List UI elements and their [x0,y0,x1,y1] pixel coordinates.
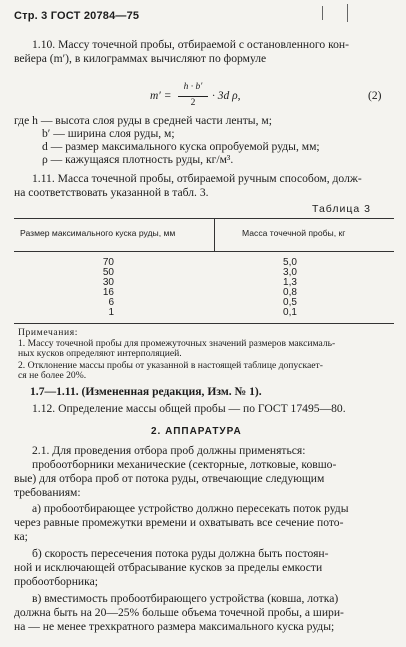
fraction-bar [178,96,208,97]
scan-mark [322,6,323,20]
paragraph-2-1-line: ной и исключающей отбрасывание кусков за пределы емкости [14,561,323,574]
note-2-line-1: 2. Отклонение массы пробы от указанной в настоящей таблице допускает- [18,360,323,371]
paragraph-2-1-line: ка; [14,530,28,543]
table-column-divider [214,218,215,251]
table-header-mass: Масса точечной пробы, кг [242,228,346,238]
paragraph-2-1-line: пробоотборника; [14,575,98,588]
paragraph-2-1-line: в) вместимость пробоотбирающего устройства (ковша, лотка) [32,592,339,605]
paragraph-1-12: 1.12. Определение массы общей пробы — по ГОСТ 17495—80. [32,402,346,415]
paragraph-2-1-line: через равные промежутки времени и охватывать все сечение пото- [14,516,344,529]
table-header-rule [14,251,394,252]
paragraph-2-1-line: должна быть на 20—25% больше объема точечной пробы, а шири- [14,606,344,619]
formula-rest: · 3d ρ, [212,90,241,102]
paragraph-2-1-line: 2.1. Для проведения отбора проб должны применяться: [32,444,306,457]
table-header-size: Размер максимального куска руды, мм [20,228,176,238]
notes-heading: Примечания: [18,327,78,338]
table-bottom-rule [14,323,394,324]
formula-denominator: 2 [190,98,196,108]
page-header: Стр. 3 ГОСТ 20784—75 [14,10,140,22]
formula-lhs: m′ = [150,90,172,102]
where-line-rho: ρ — кажущаяся плотность руды, кг/м³. [42,153,234,166]
table-cell-size: 6 [108,297,114,308]
section-title: 2. АППАРАТУРА [151,426,242,437]
note-1-line-1: 1. Массу точечной пробы для промежуточных значений размеров максималь- [18,338,336,349]
paragraph-2-1-line: вые) для отбора проб от потока руды, отвечающие следующим [14,472,325,485]
paragraph-1-10-line-2: вейера (m′), в килограммах вычисляют по формуле [14,52,267,65]
paragraph-1-11-line-2: на соответствовать указанной в табл. 3. [14,186,209,199]
where-line-b: b′ — ширина слоя руды, м; [42,127,175,140]
table-cell-size: 16 [102,287,114,298]
table-cell-size: 30 [102,277,114,288]
table-cell-size: 50 [102,267,114,278]
where-line-h: где h — высота слоя руды в средней части ленты, м; [14,114,272,127]
scan-mark [347,4,348,22]
where-line-d: d — размер максимального куска опробуемой руды, мм; [42,140,320,153]
formula-number: (2) [368,90,382,102]
table-top-rule [14,218,394,219]
paragraph-2-1-line: а) пробоотбирающее устройство должно пересекать поток руды [32,502,349,515]
table-title: Таблица 3 [312,203,371,215]
paragraph-1-10-line-1: 1.10. Массу точечной пробы, отбираемой с остановленного кон- [32,38,349,51]
table-cell-mass: 0,5 [283,297,297,308]
table-cell-size: 70 [102,257,114,268]
table-cell-mass: 5,0 [283,257,297,268]
table-cell-size: 1 [108,307,114,318]
table-cell-mass: 1,3 [283,277,297,288]
paragraph-2-1-line: на — не менее трехкратного размера максимального куска руды; [14,620,335,633]
paragraph-2-1-line: требованиям: [14,486,81,499]
table-cell-mass: 3,0 [283,267,297,278]
formula-numerator: h · b′ [183,82,203,92]
paragraph-2-1-line: б) скорость пересечения потока руды должна быть постоян- [32,547,329,560]
table-cell-mass: 0,1 [283,307,297,318]
paragraph-1-11-line-1: 1.11. Масса точечной пробы, отбираемой ручным способом, долж- [32,172,362,185]
amendment-note: 1.7—1.11. (Измененная редакция, Изм. № 1). [30,385,262,398]
note-1-line-2: ных кусков определяют интерполяцией. [18,348,182,359]
paragraph-2-1-line: пробоотборники механические (секторные, лотковые, ковшо- [32,458,337,471]
note-2-line-2: ся не более 20%. [18,370,87,381]
table-cell-mass: 0,8 [283,287,297,298]
